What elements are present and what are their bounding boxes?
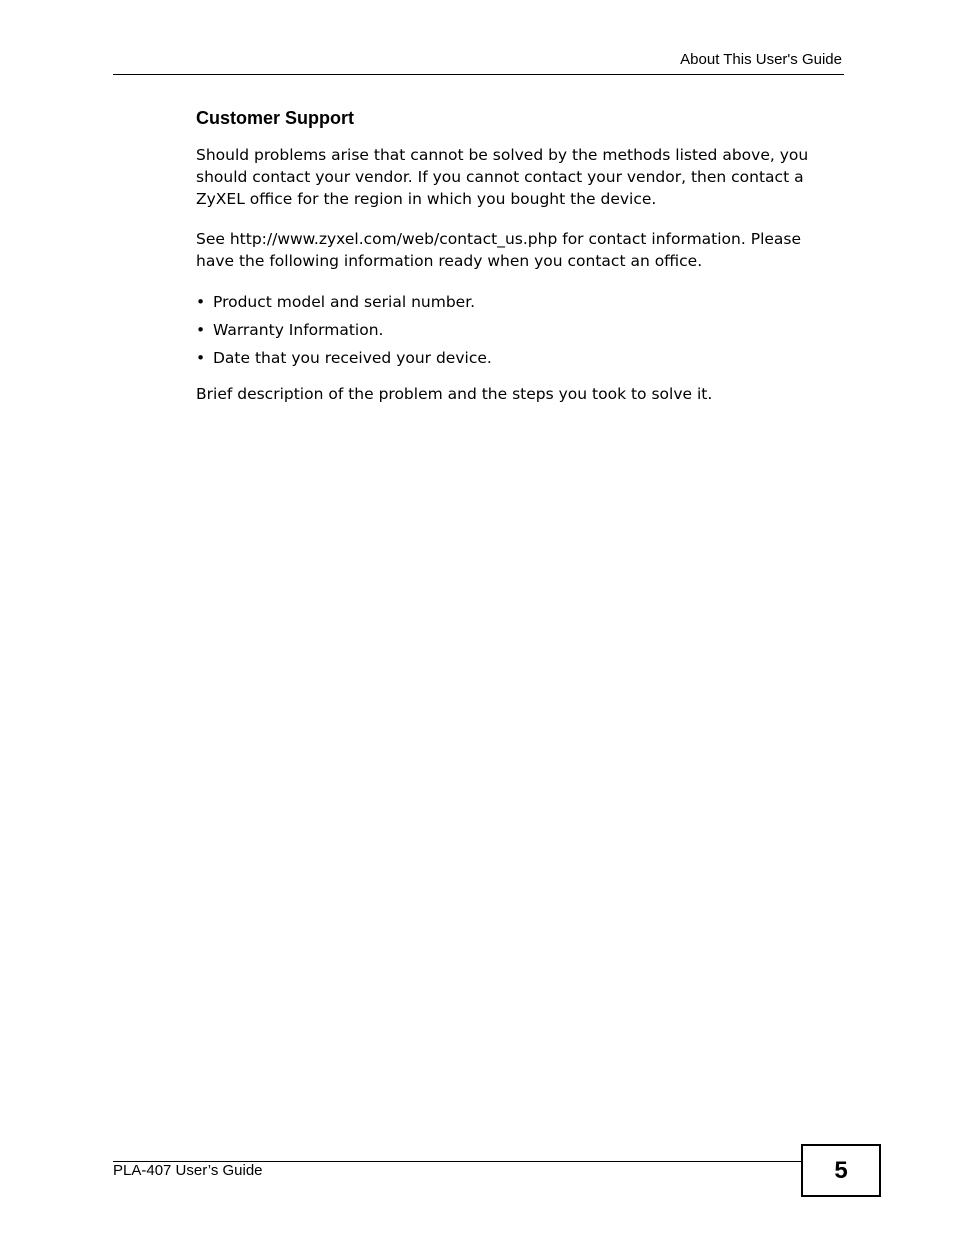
bullet-icon: • <box>196 292 206 311</box>
header-divider <box>113 74 844 75</box>
list-item <box>196 320 836 340</box>
list-item <box>196 292 836 312</box>
bullet-icon: • <box>196 320 206 339</box>
list-item <box>196 348 836 368</box>
closing-paragraph: Brief description of the problem and the steps you took to solve it. <box>196 384 713 403</box>
page-number: 5 <box>801 1144 881 1197</box>
list-item-text: Date that you received your device. <box>213 348 492 367</box>
body-paragraph: See http://www.zyxel.com/web/contact_us.php for contact information. Please have the following information ready when you contact an office. <box>196 230 802 271</box>
list-item-text: Warranty Information. <box>213 320 384 339</box>
running-footer-title: PLA-407 User’s Guide <box>113 1162 263 1179</box>
main-content <box>196 106 836 425</box>
section-heading: Customer Support <box>196 108 355 128</box>
running-header-title: About This User's Guide <box>680 51 842 68</box>
list-item-text: Product model and serial number. <box>213 292 476 311</box>
bullet-list <box>196 292 836 368</box>
bullet-icon: • <box>196 348 206 367</box>
body-paragraph: Should problems arise that cannot be solved by the methods listed above, you should contact your vendor. If you cannot contact your vendor, then contact a ZyXEL office for the region in which you bought the device. <box>196 146 809 208</box>
